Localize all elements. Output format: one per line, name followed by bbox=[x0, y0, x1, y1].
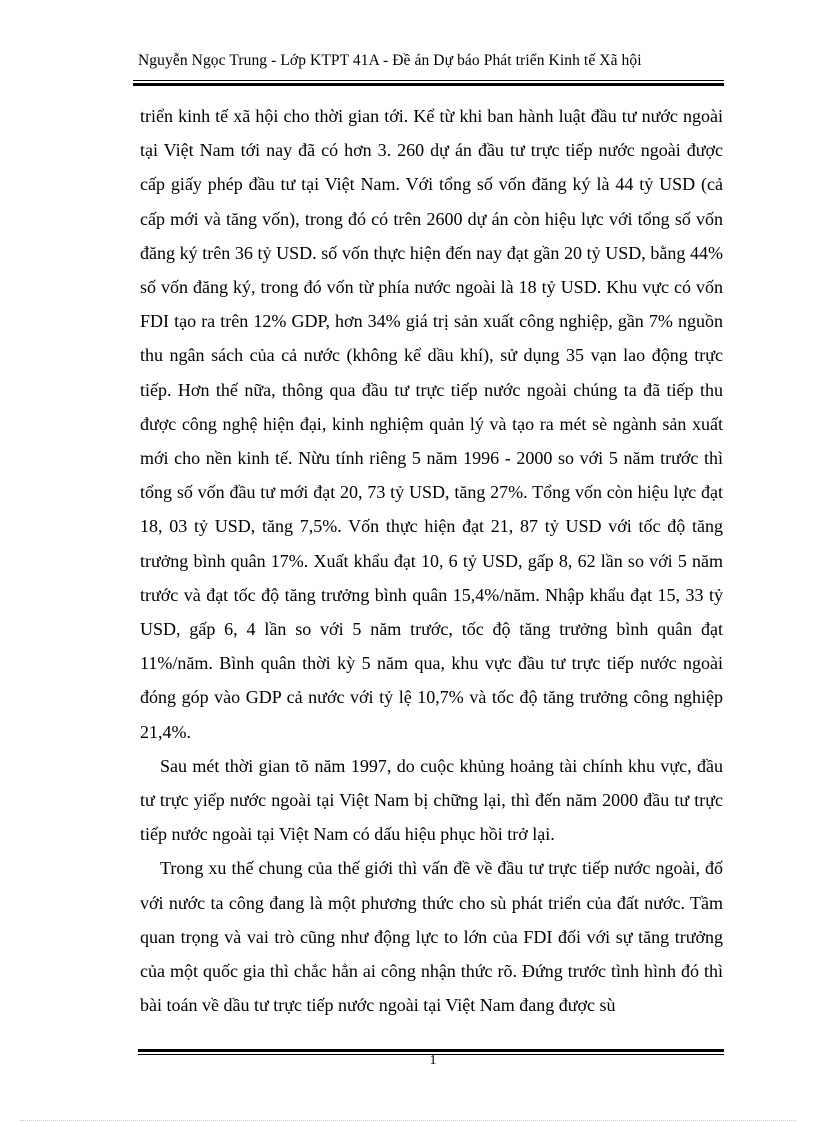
paragraph-continued: triển kinh tế xã hội cho thời gian tới. Kể từ khi ban hành luật đầu tư nước ngoài tại Việt Nam tới nay đã có hơn 3. 260 dự án đầu tư trực tiếp nước ngoài được cấp giấy phép đầu tư tại Việt Nam. Với tổng số vốn đăng ký là 44 tỷ USD (cả cấp mới và tăng vốn), trong đó có trên 2600 dự án còn hiệu lực với tổng số vốn đăng ký trên 36 tỷ USD. số vốn thực hiện đến nay đạt gần 20 tỷ USD, bằng 44% số vốn đăng ký, trong đó vốn từ phía nước ngoài là 18 tỷ USD. Khu vực có vốn FDI tạo ra trên 12% GDP, hơn 34% giá trị sản xuất công nghiệp, gần 7% nguồn thu ngân sách của cả nước (không kể dầu khí), sử dụng 35 vạn lao động trực tiếp. Hơn thế nữa, thông qua đầu tư trực tiếp nước ngoài chúng ta đã tiếp thu được công nghệ hiện đại, kinh nghiệm quản lý và tạo ra mét sè ngành sản xuất mới cho nền kinh tế. Nừu tính riêng 5 năm 1996 - 2000 so với 5 năm trước thì tổng số vốn đầu tư mới đạt 20, 73 tỷ USD, tăng 27%. Tổng vốn còn hiệu lực đạt 18, 03 tỷ USD, tăng 7,5%. Vốn thực hiện đạt 21, 87 tỷ USD với tốc độ tăng trưởng bình quân 17%. Xuất khẩu đạt 10, 6 tỷ USD, gấp 8, 62 lần so với 5 năm trước và đạt tốc độ tăng trưởng bình quân 15,4%/năm. Nhập khẩu đạt 15, 33 tỷ USD, gấp 6, 4 lần so với 5 năm trước, tốc độ tăng trưởng bình quân đạt 11%/năm. Bình quân thời kỳ 5 năm qua, khu vực đầu tư trực tiếp nước ngoài đóng góp vào GDP cả nước với tỷ lệ 10,7% và tốc độ tăng trưởng công nghiệp 21,4%. bbox=[140, 106, 723, 742]
header-rule-thin bbox=[133, 80, 724, 81]
paragraph-crisis-recovery: Sau mét thời gian tõ năm 1997, do cuộc khủng hoảng tài chính khu vực, đầu tư trực yiếp nước ngoài tại Việt Nam bị chững lại, thì đến năm 2000 đầu tư trực tiếp nước ngoài tại Việt Nam có dấu hiệu phục hồi trở lại. bbox=[140, 755, 723, 845]
page-bottom-edge bbox=[20, 1120, 796, 1121]
footer-rule-thick bbox=[138, 1049, 724, 1052]
header-rule-thick bbox=[133, 83, 724, 86]
paragraph-global-trend: Trong xu thế chung của thế giới thì vấn đề về đầu tư trực tiếp nước ngoài, đố với nước ta công đang là một phương thức cho sù phát triển của đất nước. Tầm quan trọng và vai trò cũng như động lực to lớn của FDI đối với sự tăng trưởng của một quốc gia thì chắc hẳn ai công nhận thức rõ. Đứng trước tình hình đó thì bài toán về dầu tư trực tiếp nước ngoài tại Việt Nam đang được sù bbox=[140, 858, 723, 1016]
body-text bbox=[140, 99, 723, 1022]
page-number: 1 bbox=[429, 1053, 437, 1068]
running-header: Nguyễn Ngọc Trung - Lớp KTPT 41A - Đề án Dự báo Phát triển Kinh tế Xã hội bbox=[138, 52, 642, 69]
